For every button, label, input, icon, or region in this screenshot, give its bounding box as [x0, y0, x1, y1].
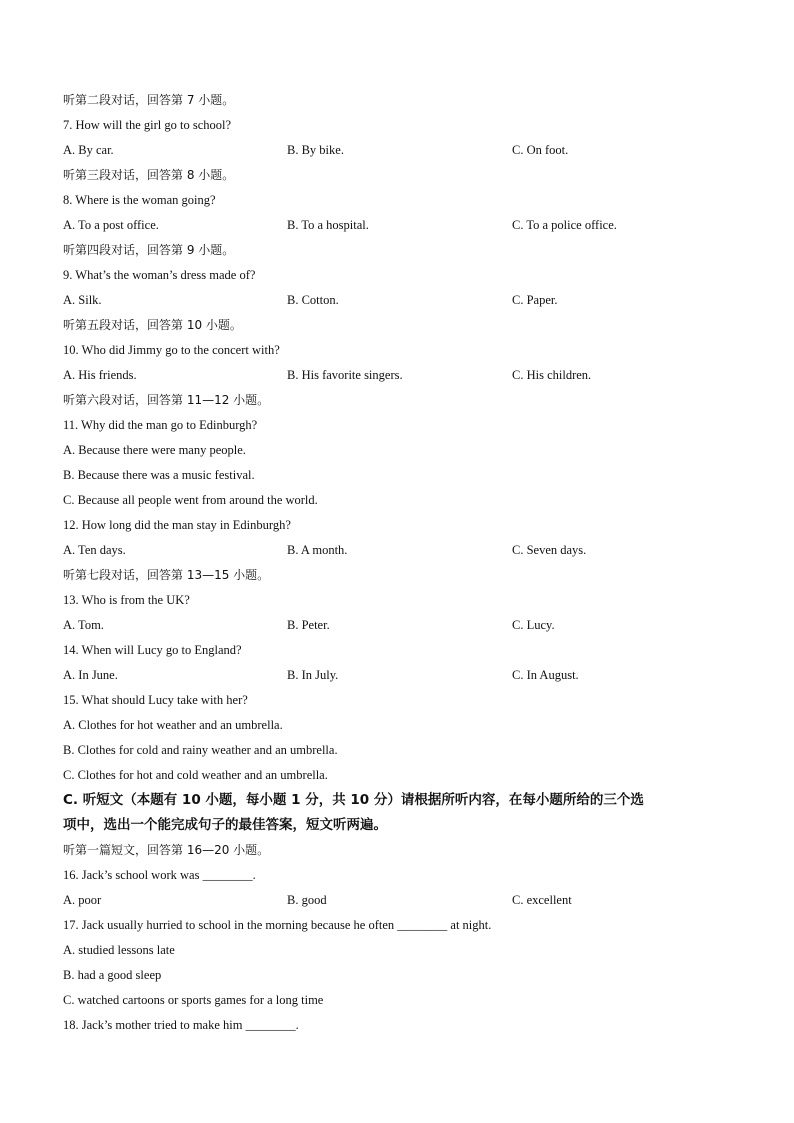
option-c: C. In August. — [512, 668, 579, 682]
option-b: B. By bike. — [287, 143, 344, 157]
option-row — [63, 288, 743, 313]
dialogue-heading: 听第六段对话，回答第 11—12 小题。 — [63, 393, 270, 407]
option-line: C. watched cartoons or sports games for a long time — [63, 993, 324, 1007]
question-text: 7. How will the girl go to school? — [63, 118, 232, 132]
dialogue-heading: 听第五段对话，回答第 10 小题。 — [63, 318, 242, 332]
question-text: 12. How long did the man stay in Edinburgh? — [63, 518, 291, 532]
option-a: A. His friends. — [63, 368, 137, 382]
option-line: A. Clothes for hot weather and an umbrella. — [63, 718, 283, 732]
option-line: B. Because there was a music festival. — [63, 468, 255, 482]
option-line: C. Clothes for hot and cold weather and an umbrella. — [63, 768, 328, 782]
question-text: 11. Why did the man go to Edinburgh? — [63, 418, 258, 432]
option-b: B. A month. — [287, 543, 348, 557]
option-c: C. His children. — [512, 368, 592, 382]
section-c-line-2: 项中，选出一个能完成句子的最佳答案，短文听两遍。 — [63, 817, 387, 833]
option-b: B. To a hospital. — [287, 218, 369, 232]
option-row — [63, 538, 743, 563]
option-a: A. By car. — [63, 143, 114, 157]
section-c-instructions — [63, 788, 743, 838]
listening-questions-7-15 — [63, 88, 743, 788]
option-c: C. On foot. — [512, 143, 569, 157]
section-c-line-1: C. 听短文（本题有 10 小题，每小题 1 分，共 10 分）请根据所听内容，在每小题所给的三个选 — [63, 792, 644, 808]
option-row — [63, 663, 743, 688]
option-c: C. To a police office. — [512, 218, 617, 232]
option-b: B. In July. — [287, 668, 339, 682]
option-line: C. Because all people went from around the world. — [63, 493, 318, 507]
dialogue-heading: 听第七段对话，回答第 13—15 小题。 — [63, 568, 270, 582]
dialogue-heading: 听第四段对话，回答第 9 小题。 — [63, 243, 235, 257]
question-text: 9. What’s the woman’s dress made of? — [63, 268, 256, 282]
option-a: A. To a post office. — [63, 218, 159, 232]
option-c: C. excellent — [512, 893, 572, 907]
option-line: B. had a good sleep — [63, 968, 162, 982]
exam-page — [63, 88, 743, 1038]
question-text: 14. When will Lucy go to England? — [63, 643, 242, 657]
listening-questions-16-18 — [63, 838, 743, 1038]
option-a: A. Silk. — [63, 293, 102, 307]
option-row — [63, 213, 743, 238]
option-b: B. His favorite singers. — [287, 368, 403, 382]
option-b: B. good — [287, 893, 327, 907]
option-a: A. Tom. — [63, 618, 104, 632]
option-c: C. Paper. — [512, 293, 558, 307]
option-b: B. Cotton. — [287, 293, 339, 307]
option-row — [63, 613, 743, 638]
question-text: 16. Jack’s school work was ________. — [63, 868, 256, 882]
option-a: A. Ten days. — [63, 543, 126, 557]
dialogue-heading: 听第三段对话，回答第 8 小题。 — [63, 168, 235, 182]
option-line: A. Because there were many people. — [63, 443, 246, 457]
option-row — [63, 363, 743, 388]
question-text: 8. Where is the woman going? — [63, 193, 216, 207]
question-text: 13. Who is from the UK? — [63, 593, 190, 607]
option-row — [63, 138, 743, 163]
question-text: 10. Who did Jimmy go to the concert with? — [63, 343, 280, 357]
option-line: B. Clothes for cold and rainy weather and an umbrella. — [63, 743, 338, 757]
option-c: C. Seven days. — [512, 543, 587, 557]
option-a: A. In June. — [63, 668, 118, 682]
option-a: A. poor — [63, 893, 102, 907]
dialogue-heading: 听第一篇短文，回答第 16—20 小题。 — [63, 843, 270, 857]
dialogue-heading: 听第二段对话，回答第 7 小题。 — [63, 93, 235, 107]
question-text: 18. Jack’s mother tried to make him ________. — [63, 1018, 299, 1032]
option-row — [63, 888, 743, 913]
option-b: B. Peter. — [287, 618, 330, 632]
question-text: 17. Jack usually hurried to school in the morning because he often ________ at night. — [63, 918, 492, 932]
question-text: 15. What should Lucy take with her? — [63, 693, 248, 707]
option-c: C. Lucy. — [512, 618, 555, 632]
option-line: A. studied lessons late — [63, 943, 175, 957]
